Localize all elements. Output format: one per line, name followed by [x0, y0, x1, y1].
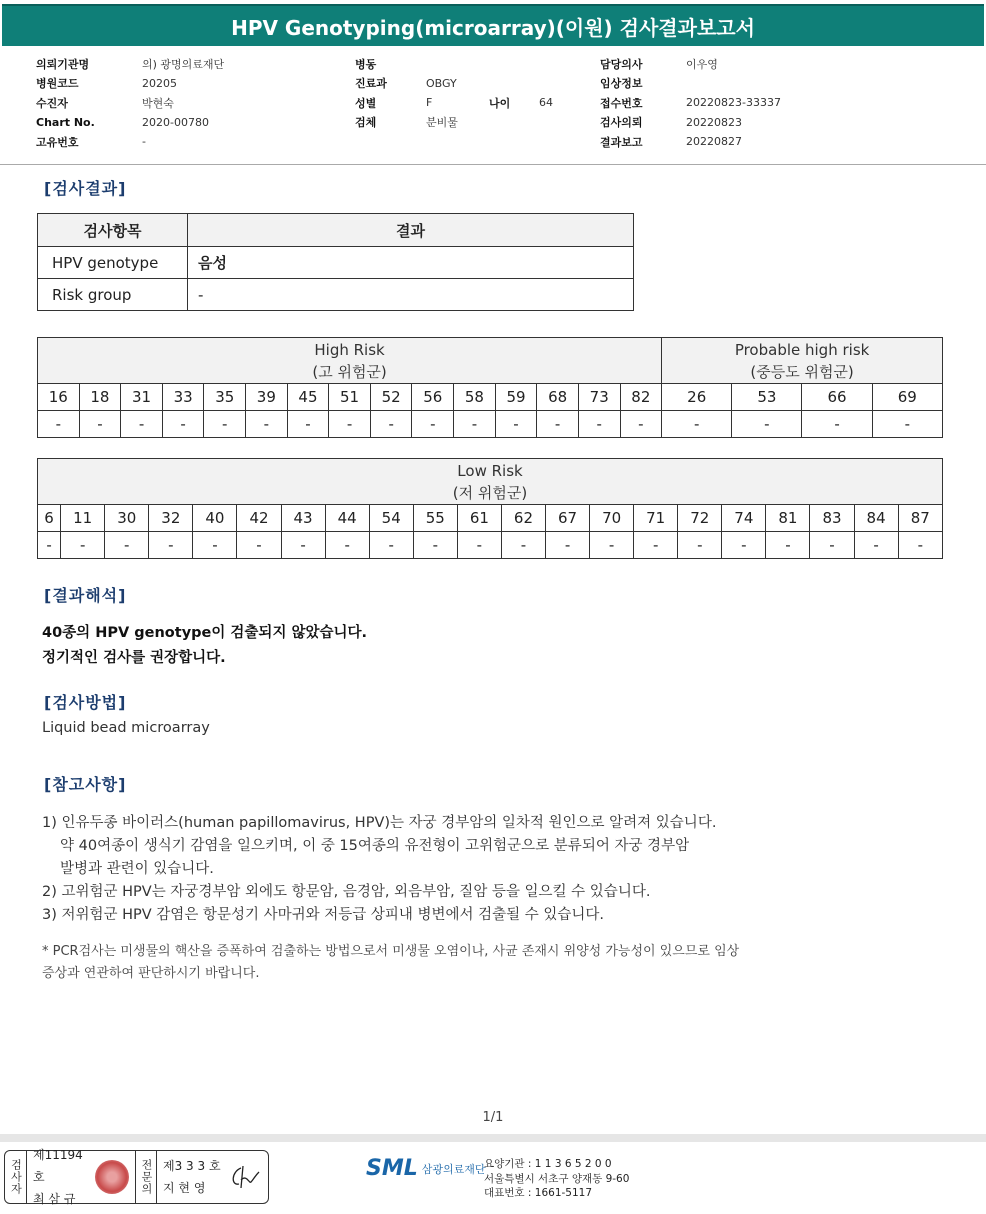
- method-text: Liquid bead microarray: [42, 720, 210, 736]
- footnote: [42, 941, 739, 985]
- genotype-result: -: [162, 411, 204, 438]
- high-risk-header: [38, 338, 662, 384]
- info-label: 수진자: [36, 96, 68, 110]
- genotype-result: -: [802, 411, 872, 438]
- interpretation-line: 40종의 HPV genotype이 검출되지 않았습니다.: [42, 625, 368, 641]
- result-item-name: Risk group: [38, 279, 188, 311]
- info-label: 나이: [489, 96, 511, 110]
- info-label: 결과보고: [600, 135, 643, 149]
- genotype-result: -: [872, 411, 942, 438]
- genotype-number: 71: [634, 505, 678, 532]
- genotype-number: 70: [590, 505, 634, 532]
- probable-risk-title: Probable high risk: [734, 340, 870, 359]
- genotype-number: 33: [162, 384, 204, 411]
- genotype-number: 74: [722, 505, 766, 532]
- logo-org-name: 삼광의료재단: [421, 1162, 486, 1176]
- genotype-result: -: [620, 411, 662, 438]
- section-title-result: [검사결과]: [44, 179, 127, 198]
- genotype-number: 26: [662, 384, 732, 411]
- genotype-number: 11: [61, 505, 105, 532]
- info-label: 검체: [355, 116, 377, 130]
- genotype-result: -: [329, 411, 371, 438]
- genotype-result: -: [193, 532, 237, 559]
- genotype-result: -: [79, 411, 121, 438]
- info-value: 이우영: [686, 57, 718, 71]
- tester-name: 최 삼 규: [33, 1192, 76, 1206]
- genotype-number: 51: [329, 384, 371, 411]
- info-value: 64: [539, 96, 553, 110]
- genotype-number: 32: [149, 505, 193, 532]
- org-line: 대표번호 : 1661-5117: [484, 1187, 593, 1199]
- info-label: 성별: [355, 96, 377, 110]
- genotype-number: 56: [412, 384, 454, 411]
- genotype-number: 66: [802, 384, 872, 411]
- section-title-method: [검사방법]: [44, 693, 127, 712]
- genotype-number: 72: [678, 505, 722, 532]
- org-line: 서울특별시 서초구 양재동 9-60: [484, 1172, 630, 1185]
- notes-list: [42, 812, 716, 927]
- tester-number: 제11194호: [33, 1148, 83, 1184]
- probable-risk-subtitle: (중등도 위험군): [750, 362, 854, 381]
- genotype-result: -: [810, 532, 854, 559]
- result-value: 음성: [188, 247, 634, 279]
- genotype-number: 30: [105, 505, 149, 532]
- genotype-result: -: [766, 532, 810, 559]
- signature-icon: [223, 1151, 263, 1203]
- low-risk-subtitle: (저 위험군): [452, 483, 528, 502]
- genotype-number: 6: [38, 505, 61, 532]
- genotype-result: -: [732, 411, 802, 438]
- genotype-result: -: [722, 532, 766, 559]
- genotype-number: 62: [501, 505, 545, 532]
- genotype-result: -: [454, 411, 496, 438]
- genotype-number: 59: [495, 384, 537, 411]
- footer-divider: [0, 1134, 986, 1142]
- logo-text: SML: [366, 1156, 418, 1181]
- info-label: 접수번호: [600, 96, 643, 110]
- high-risk-results-row: [38, 411, 943, 438]
- info-value: 의) 광명의료재단: [142, 57, 225, 71]
- genotype-number: 55: [413, 505, 457, 532]
- high-risk-title: High Risk: [314, 340, 385, 359]
- info-value: 박현숙: [142, 96, 174, 110]
- low-risk-title: Low Risk: [457, 461, 523, 480]
- note-line: 약 40여종이 생식기 감염을 일으키며, 이 중 15여종의 유전형이 고위험군으로 분류되어 자궁 경부암: [60, 838, 690, 854]
- info-value: 20220823: [686, 115, 742, 129]
- specialist-name: 지 현 영: [163, 1181, 206, 1195]
- genotype-result: -: [370, 411, 412, 438]
- genotype-number: 54: [369, 505, 413, 532]
- genotype-number: 84: [854, 505, 898, 532]
- result-item-name: HPV genotype: [38, 247, 188, 279]
- genotype-result: -: [204, 411, 246, 438]
- section-title-interpretation: [결과해석]: [44, 586, 127, 605]
- info-label: 검사의뢰: [600, 116, 643, 130]
- low-risk-results-row: [38, 532, 943, 559]
- genotype-number: 82: [620, 384, 662, 411]
- tester-info: [27, 1148, 89, 1206]
- signature-label-specialist: 전문의: [135, 1151, 157, 1203]
- genotype-number: 81: [766, 505, 810, 532]
- note-line: 2) 고위험군 HPV는 자궁경부암 외에도 항문암, 음경암, 외음부암, 질암 등을 일으킬 수 있습니다.: [42, 884, 651, 900]
- genotype-result: -: [121, 411, 163, 438]
- org-line: 요양기관 : 1 1 3 6 5 2 0 0: [484, 1158, 612, 1170]
- genotype-number: 45: [287, 384, 329, 411]
- genotype-result: -: [325, 532, 369, 559]
- note-line: 3) 저위험군 HPV 감염은 항문성기 사마귀와 저등급 상피내 병변에서 검출될 수 있습니다.: [42, 907, 604, 923]
- genotype-number: 18: [79, 384, 121, 411]
- section-title-notes: [참고사항]: [44, 775, 127, 794]
- genotype-number: 61: [457, 505, 501, 532]
- info-value: 2020-00780: [142, 115, 209, 129]
- info-label: 고유번호: [36, 135, 79, 149]
- genotype-result: -: [369, 532, 413, 559]
- high-risk-subtitle: (고 위험군): [312, 362, 387, 381]
- genotype-number: 31: [121, 384, 163, 411]
- interpretation-line: 정기적인 검사를 권장합니다.: [42, 650, 226, 666]
- low-risk-types-row: [38, 505, 943, 532]
- genotype-result: -: [898, 532, 942, 559]
- high-risk-table: [37, 337, 943, 438]
- genotype-result: -: [281, 532, 325, 559]
- report-title: HPV Genotyping(microarray)(이원) 검사결과보고서: [2, 4, 984, 46]
- genotype-number: 35: [204, 384, 246, 411]
- specialist-info: [157, 1151, 223, 1203]
- genotype-result: -: [38, 532, 61, 559]
- genotype-result: -: [38, 411, 80, 438]
- genotype-result: -: [678, 532, 722, 559]
- interpretation-text: [42, 621, 367, 671]
- genotype-number: 67: [546, 505, 590, 532]
- info-value: F: [426, 96, 433, 110]
- info-column-2: [355, 54, 553, 132]
- result-header-item: 검사항목: [38, 214, 188, 247]
- sml-logo: [366, 1156, 486, 1181]
- info-label: 병원코드: [36, 77, 79, 91]
- genotype-result: -: [537, 411, 579, 438]
- result-header-result: 결과: [188, 214, 634, 247]
- genotype-result: -: [590, 532, 634, 559]
- info-label: 임상정보: [600, 77, 643, 91]
- genotype-number: 68: [537, 384, 579, 411]
- footnote-line: 증상과 연관하여 판단하시기 바랍니다.: [42, 966, 260, 981]
- page-number: 1/1: [482, 1110, 504, 1125]
- specialist-number: 제3 3 3 호: [163, 1159, 221, 1173]
- info-label: 병동: [355, 57, 377, 71]
- result-value: -: [188, 279, 634, 311]
- signature-box: [4, 1150, 269, 1204]
- genotype-result: -: [634, 532, 678, 559]
- genotype-number: 42: [237, 505, 281, 532]
- info-value: 분비물: [426, 116, 458, 130]
- genotype-number: 44: [325, 505, 369, 532]
- genotype-number: 73: [578, 384, 620, 411]
- info-label: 의뢰기관명: [36, 57, 90, 71]
- genotype-result: -: [149, 532, 193, 559]
- genotype-number: 69: [872, 384, 942, 411]
- info-value: OBGY: [426, 76, 457, 90]
- info-label: 담당의사: [600, 57, 643, 71]
- header-divider: [0, 164, 986, 165]
- footnote-line: * PCR검사는 미생물의 핵산을 증폭하여 검출하는 방법으로서 미생물 오염이나, 사균 존재시 위양성 가능성이 있으므로 임상: [42, 944, 740, 959]
- info-label: Chart No.: [36, 115, 95, 129]
- note-line: 1) 인유두종 바이러스(human papillomavirus, HPV)는 자궁 경부암의 일차적 원인으로 알려져 있습니다.: [42, 815, 717, 831]
- genotype-result: -: [457, 532, 501, 559]
- genotype-result: -: [578, 411, 620, 438]
- genotype-result: -: [412, 411, 454, 438]
- genotype-result: -: [61, 532, 105, 559]
- info-column-3: [600, 54, 781, 152]
- genotype-result: -: [501, 532, 545, 559]
- result-table: [37, 213, 634, 311]
- genotype-result: -: [413, 532, 457, 559]
- genotype-result: -: [105, 532, 149, 559]
- info-value: 20205: [142, 76, 177, 90]
- genotype-number: 16: [38, 384, 80, 411]
- info-value: 20220827: [686, 135, 742, 149]
- genotype-number: 83: [810, 505, 854, 532]
- genotype-result: -: [237, 532, 281, 559]
- genotype-result: -: [854, 532, 898, 559]
- seal-stamp-icon: [95, 1160, 129, 1194]
- genotype-number: 40: [193, 505, 237, 532]
- signature-label-tester: 검사자: [5, 1151, 27, 1203]
- genotype-number: 39: [246, 384, 288, 411]
- genotype-result: -: [287, 411, 329, 438]
- genotype-number: 58: [454, 384, 496, 411]
- genotype-number: 52: [370, 384, 412, 411]
- probable-risk-header: [662, 338, 943, 384]
- genotype-number: 87: [898, 505, 942, 532]
- low-risk-header: [38, 459, 943, 505]
- genotype-number: 53: [732, 384, 802, 411]
- info-value: 20220823-33337: [686, 96, 781, 110]
- genotype-result: -: [662, 411, 732, 438]
- high-risk-types-row: [38, 384, 943, 411]
- note-line: 발병과 관련이 있습니다.: [60, 861, 214, 877]
- genotype-result: -: [546, 532, 590, 559]
- info-value: -: [142, 135, 146, 149]
- genotype-result: -: [495, 411, 537, 438]
- genotype-result: -: [246, 411, 288, 438]
- low-risk-table: [37, 458, 943, 559]
- genotype-number: 43: [281, 505, 325, 532]
- org-info: [484, 1157, 629, 1201]
- info-label: 진료과: [355, 77, 387, 91]
- info-column-1: [36, 54, 224, 152]
